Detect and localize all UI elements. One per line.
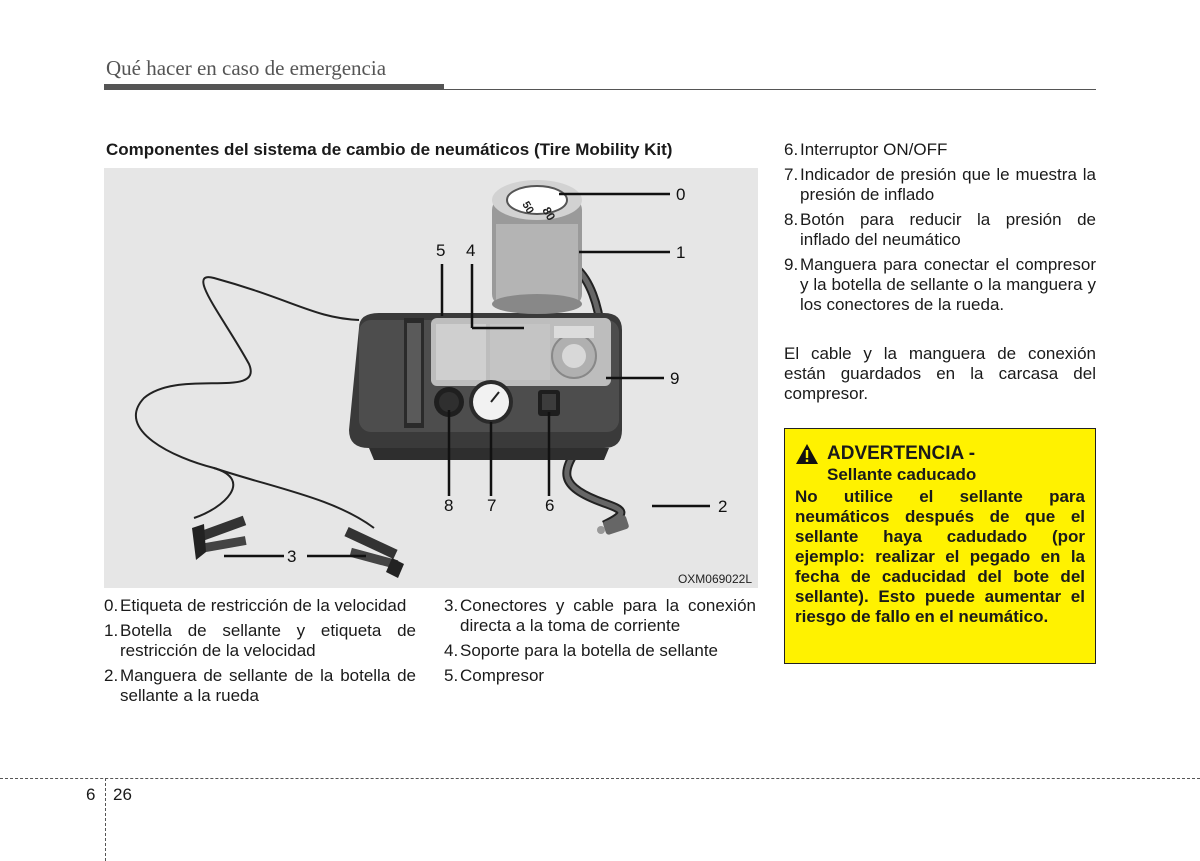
warning-triangle-icon bbox=[795, 443, 819, 465]
callout-9: 9 bbox=[670, 369, 680, 388]
warning-subtitle: Sellante caducado bbox=[827, 465, 977, 484]
battery-clamp-right bbox=[344, 527, 404, 578]
list-item bbox=[444, 596, 756, 636]
item-number: 2. bbox=[104, 666, 119, 685]
speed-label-80: 80 bbox=[539, 204, 559, 224]
component-list-right bbox=[784, 140, 1096, 320]
warning-body: No utilice el sellante para neumáticos después de que el sellante haya cadudado (por ejemplo: realizar el pegado en la fecha de caducidad del bote del sellante). Esto puede aumentar el riesgo de fallo en el neumático. bbox=[795, 487, 1085, 626]
item-number: 6. bbox=[784, 140, 799, 159]
list-item bbox=[444, 666, 756, 686]
list-item bbox=[104, 666, 416, 706]
header-rule-thin bbox=[444, 89, 1096, 90]
item-text: Compresor bbox=[460, 666, 545, 685]
item-number: 7. bbox=[784, 165, 799, 184]
storage-note: El cable y la manguera de conexión están guardados en la carcasa del compresor. bbox=[784, 344, 1096, 403]
footer-margin-line bbox=[105, 778, 106, 861]
list-item bbox=[784, 165, 1096, 205]
item-text: Indicador de presión que le muestra la presión de inflado bbox=[800, 165, 1096, 204]
callout-5: 5 bbox=[436, 241, 446, 260]
callout-8: 8 bbox=[444, 496, 454, 515]
item-number: 0. bbox=[104, 596, 119, 615]
chapter-number: 6 bbox=[86, 785, 96, 804]
callout-1: 1 bbox=[676, 243, 686, 262]
callout-0: 0 bbox=[676, 185, 686, 204]
warning-title: ADVERTENCIA - bbox=[827, 443, 976, 464]
list-item bbox=[784, 140, 1096, 160]
item-text: Conectores y cable para la conexión directa a la toma de corriente bbox=[460, 596, 756, 635]
item-number: 3. bbox=[444, 596, 459, 615]
warning-box bbox=[784, 428, 1096, 664]
footer-divider bbox=[0, 778, 1200, 779]
item-text: Manguera de sellante de la botella de sellante a la rueda bbox=[120, 666, 416, 705]
sealant-bottle bbox=[492, 180, 582, 314]
item-text: Etiqueta de restricción de la velocidad bbox=[120, 596, 407, 615]
list-item bbox=[104, 596, 416, 616]
callout-6: 6 bbox=[545, 496, 555, 515]
item-text: Botella de sellante y etiqueta de restricción de la velocidad bbox=[120, 621, 416, 660]
item-text: Interruptor ON/OFF bbox=[800, 140, 948, 159]
item-number: 4. bbox=[444, 641, 459, 660]
speed-label-50: 50 bbox=[519, 199, 536, 217]
component-list-left bbox=[104, 596, 416, 711]
image-code: OXM069022L bbox=[677, 572, 752, 586]
list-item bbox=[104, 621, 416, 661]
callout-4: 4 bbox=[466, 241, 476, 260]
list-item bbox=[784, 210, 1096, 250]
page-number: 26 bbox=[113, 785, 132, 804]
item-text: Botón para reducir la presión de inflado del neumático bbox=[800, 210, 1096, 249]
list-item bbox=[784, 255, 1096, 315]
callout-3: 3 bbox=[287, 547, 297, 566]
callout-2: 2 bbox=[718, 497, 728, 516]
header-rule-dark bbox=[104, 84, 444, 90]
figure-caption: Componentes del sistema de cambio de neumáticos (Tire Mobility Kit) bbox=[106, 140, 673, 159]
callout-7: 7 bbox=[487, 496, 497, 515]
section-title: Qué hacer en caso de emergencia bbox=[106, 56, 387, 80]
list-item bbox=[444, 641, 756, 661]
item-text: Manguera para conectar el compresor y la botella de sellante o la manguera y los conectores de la rueda. bbox=[800, 255, 1096, 314]
battery-clamp-left bbox=[192, 516, 247, 560]
component-list-middle bbox=[444, 596, 756, 691]
tire-mobility-kit-illustration bbox=[104, 168, 758, 588]
item-text: Soporte para la botella de sellante bbox=[460, 641, 719, 660]
item-number: 5. bbox=[444, 666, 459, 685]
tire-mobility-kit-figure bbox=[104, 168, 758, 588]
item-number: 8. bbox=[784, 210, 799, 229]
item-number: 9. bbox=[784, 255, 799, 274]
compressor bbox=[349, 313, 622, 460]
item-number: 1. bbox=[104, 621, 119, 640]
